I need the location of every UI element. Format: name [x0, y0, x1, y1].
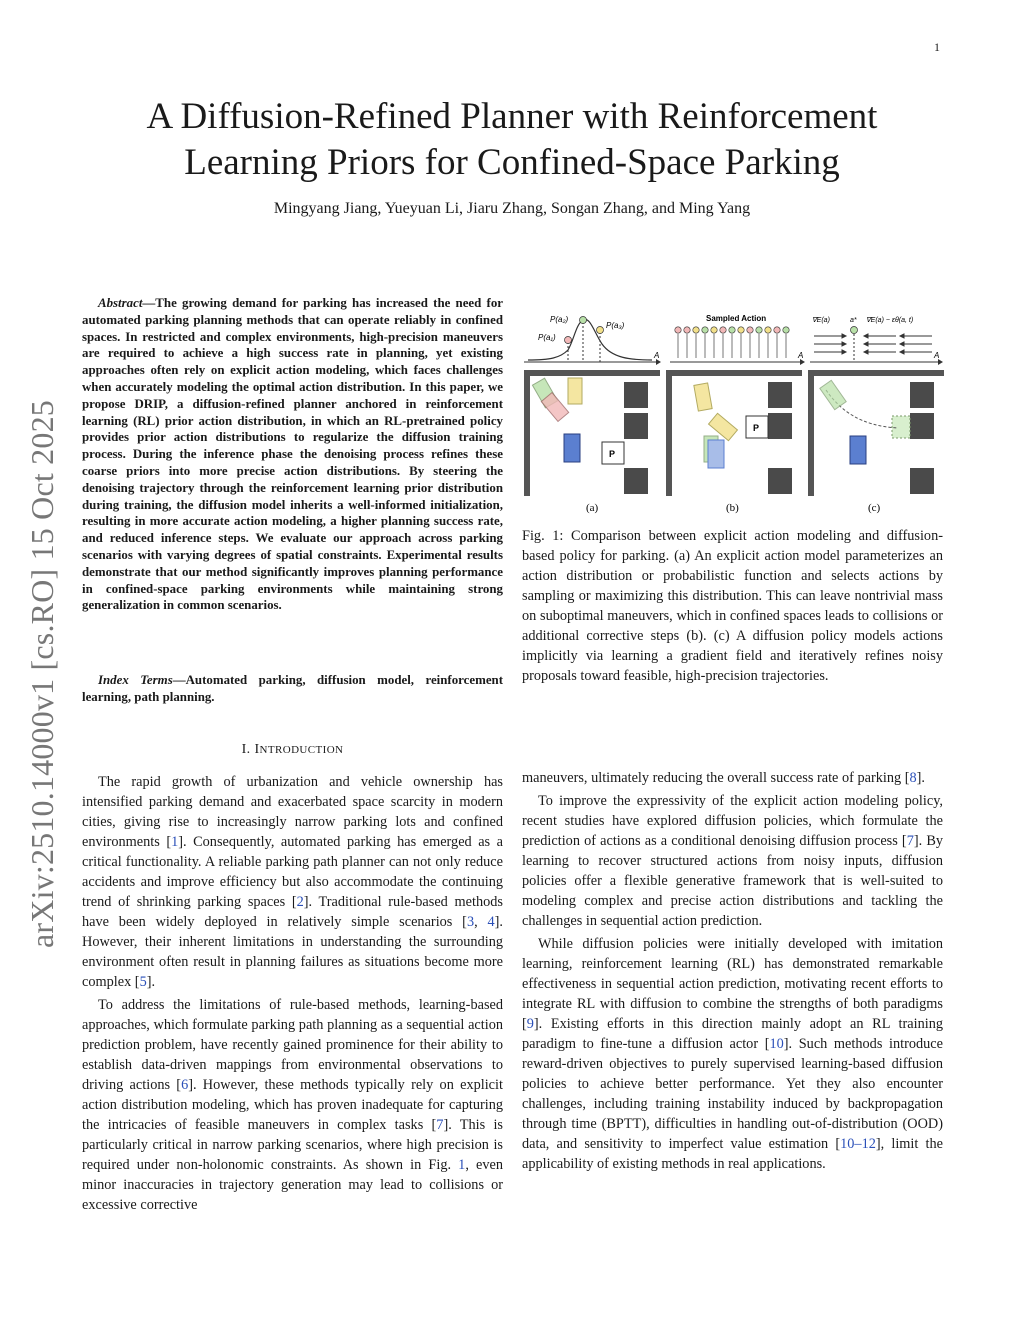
- citation-link[interactable]: 9: [526, 1016, 534, 1032]
- astar-label: a*: [850, 317, 857, 324]
- panel-b-label: (b): [726, 502, 739, 514]
- abstract: Abstract—The growing demand for parking has increased the need for automated parking planning methods that can operate reliably in confined spaces. In restricted and complex environments, high-precision maneuvers are required to achieve a high success rate in planning, yet existing approaches often rely on explicit action modeling, which faces challenges when accurately modeling the optimal action distribution. In this paper, we propose DRIP, a diffusion-refined planner anchored in reinforcement learning (RL) prior action distribution, in which an RL-pretrained policy provides prior action distributions to regularize the diffusion training process. During the inference phase the denoising process refines these coarse priors into more precise action distributions. By steering the denoising trajectory through the reinforcement learning prior distribution during training, the diffusion model inherits a well-informed initialization, resulting in more accurate action modeling, a higher planning success rate, and reduced inference steps. We evaluate our approach across parking scenarios with varying degrees of spatial constraints. Experimental results demonstrate that our method significantly improves planning performance in confined-space parking environments while maintaining strong generalization in common scenarios.: [82, 296, 503, 613]
- label-pa3: P(a₃): [606, 321, 625, 330]
- citation-link[interactable]: 2: [296, 894, 304, 910]
- right-column-body: [522, 768, 943, 1174]
- citation-link[interactable]: 4: [487, 914, 495, 930]
- intro-paragraph-2-cont: maneuvers, ultimately reducing the overall success rate of parking [8].: [522, 770, 925, 786]
- panel-a-label: (a): [586, 502, 599, 514]
- citation-link[interactable]: 12: [861, 1136, 876, 1152]
- ego-car-b: [708, 440, 724, 468]
- sampled-action-heading: Sampled Action: [706, 314, 767, 323]
- eq-label: ∇E(a) − εθ(a, t): [866, 317, 914, 324]
- citation-link[interactable]: 10: [840, 1136, 855, 1152]
- spot-label-a: P: [609, 449, 616, 459]
- spot-label-b: P: [753, 423, 760, 433]
- panel-a: [524, 315, 661, 496]
- citation-link[interactable]: 1: [171, 834, 179, 850]
- citation-link[interactable]: 8: [909, 770, 917, 786]
- section-initial: I: [254, 742, 260, 757]
- author-list: Mingyang Jiang, Yueyuan Li, Jiaru Zhang, Songan Zhang, and Ming Yang: [273, 200, 751, 217]
- figure-caption: [522, 526, 943, 686]
- citation-link[interactable]: 10: [769, 1036, 784, 1052]
- title-line-2: Learning Priors for Confined-Space Parking: [184, 142, 840, 183]
- section-smallcaps: NTRODUCTION: [259, 744, 344, 756]
- paper-title: [90, 94, 934, 186]
- figure-link[interactable]: 1: [458, 1157, 466, 1173]
- citation-link[interactable]: 6: [181, 1077, 189, 1093]
- arxiv-stamp: arXiv:2510.14000v1 [cs.RO] 15 Oct 2025: [24, 400, 60, 948]
- intro-paragraph-3: To improve the expressivity of the explicit action modeling policy, recent studies have explored diffusion policies, which formulate the prediction of actions as a conditional denoising diffusion process [7]. By learning to recover structured actions from noisy inputs, diffusion policies offer a flexible generative framework that is well-suited to modeling complex and precise action distributions and tackling the challenges in sequential action prediction.: [522, 793, 944, 929]
- sample-a2: [580, 317, 587, 324]
- citation-link[interactable]: 3: [466, 914, 475, 930]
- index-terms: Index Terms—Automated parking, diffusion model, reinforcement learning, path planning.: [82, 673, 504, 704]
- axis-label-c: A: [934, 351, 940, 360]
- citation-link[interactable]: 7: [906, 833, 914, 849]
- section-heading-introduction: [82, 742, 503, 758]
- sample-a1: [565, 337, 572, 344]
- intro-paragraph-1: The rapid growth of urbanization and vehicle ownership has intensified parking demand and exacerbated space scarcity in modern cities, giving rise to increasingly narrow parking lots and confined environments [1]. Consequently, automated parking has emerged as a critical functionality. A reliable parking path planner can not only reduce accidents and improve efficiency but also accommodate the continuing trend of shrinking parking spaces [2]. Traditional rule-based methods have been widely deployed in relatively simple scenarios [3, 4]. However, their inherent limitations in understanding the surrounding environment often result in planning failures as situations become more complex [5].: [82, 774, 503, 990]
- title-line-1: A Diffusion-Refined Planner with Reinforcement: [146, 96, 878, 137]
- panel-b: [666, 314, 805, 496]
- intro-paragraph-2: To address the limitations of rule-based methods, learning-based approaches, which formulate parking path planning as a sequential action prediction problem, have recently gained prominence for their ability to establish data-driven mappings from environmental observations to driving actions [6]. However, these methods typically rely on explicit action distribution modeling, which has proven inadequate for capturing the intricacies of feasible maneuvers in complex tasks [7]. This is particularly critical in narrow parking scenarios, where high precision is required under non-holonomic constraints. As shown in Fig. 1, even minor inaccuracies in trajectory generation may lead to collisions or excessive corrective: [82, 997, 504, 1213]
- figure-1: [520, 310, 944, 524]
- left-column-body: [82, 772, 503, 1215]
- axis-label-a: A: [654, 351, 660, 360]
- panel-c: [808, 316, 944, 496]
- ego-car-c: [850, 436, 866, 464]
- caption-label: Fig. 1:: [522, 528, 564, 544]
- label-pa1: P(a₁): [538, 333, 556, 342]
- caption-text: Comparison between explicit action modeling and diffusion-based policy for parking. (a) An explicit action model parameterizes an action distribution or probabilistic function and selects actions by sampling or maximizing this distribution. This can leave nontrivial mass on suboptimal maneuvers, which in confined spaces leads to collisions or additional corrective steps (b). (c) A diffusion policy models actions implicitly via learning a gradient field and iteratively refines noisy proposals toward feasible, high-precision trajectories.: [522, 528, 943, 684]
- abstract-text: The growing demand for parking has increased the need for automated parking planning methods that can operate reliably in confined spaces. In restricted and complex environments, high-precision maneuvers are required to achieve a high success rate in planning, yet existing approaches often rely on explicit action modeling, which faces challenges when accurately modeling the optimal action distribution. In this paper, we propose DRIP, a diffusion-refined planner anchored in reinforcement learning (RL) prior action distribution, in which an RL-pretrained policy provides prior action distributions to regularize the diffusion training process. During the inference phase the denoising process refines these coarse priors into more precise action distributions. By steering the denoising trajectory through the reinforcement learning prior distribution during training, the diffusion model inherits a well-informed initialization, resulting in more accurate action modeling, a higher planning success rate, and reduced inference steps. We evaluate our approach across parking scenarios with varying degrees of spatial constraints. Experimental results demonstrate that our method significantly improves planning performance in confined-space parking environments while maintaining strong generalization in common scenarios.: [82, 296, 503, 613]
- grad-label: ∇E(a): [812, 317, 830, 324]
- citation-link[interactable]: 7: [436, 1117, 444, 1133]
- sample-a3: [597, 327, 604, 334]
- citation-link[interactable]: 5: [139, 974, 147, 990]
- abstract-label: Abstract: [98, 296, 143, 310]
- section-numeral: I.: [241, 742, 251, 757]
- panel-c-label: (c): [868, 502, 881, 514]
- label-pa2: P(a₂): [550, 315, 569, 324]
- index-terms-text: Automated parking, diffusion model, reinforcement learning, path planning.: [82, 673, 504, 704]
- index-terms-label: Index Terms: [98, 673, 173, 687]
- ego-car-a: [564, 434, 580, 462]
- axis-label-b: A: [798, 351, 804, 360]
- intro-paragraph-4: While diffusion policies were initially developed with imitation learning, reinforcement learning (RL) has demonstrated remarkable effectiveness in sequential action prediction, motivating recent efforts to integrate RL with diffusion to combine the strengths of both paradigms [9]. Existing efforts in this direction mainly adopt an RL training paradigm to fine-tune a diffusion actor [10]. Such methods introduce reward-driven objectives to purely supervised learning-based diffusion policies to achieve better performance. Yet they also encounter challenges, including training instability induced by backpropagation through time (BPTT), difficulties in handling out-of-distribution (OOD) data, and sensitivity to imperfect value estimation [10–12], limit the applicability of existing methods in real applications.: [522, 936, 943, 1172]
- page-number: 1: [934, 40, 940, 54]
